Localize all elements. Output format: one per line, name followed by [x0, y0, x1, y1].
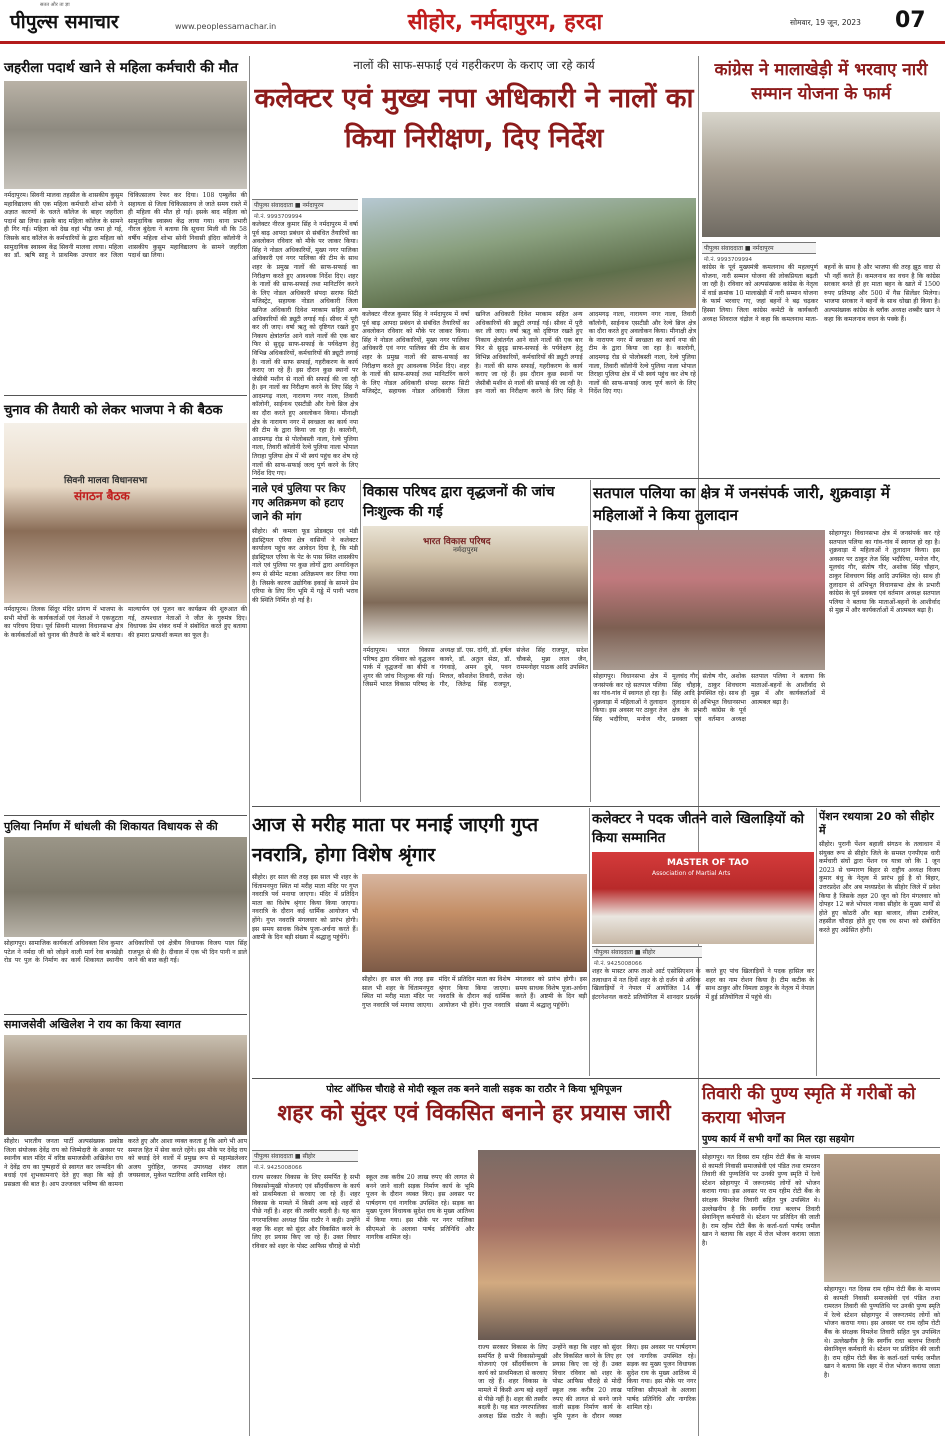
headline: सतपाल पलिया का क्षेत्र में जनसंपर्क जारी, शुक्रवाड़ा में महिलाओं ने किया तुलादान	[593, 484, 890, 524]
road-article	[252, 1082, 696, 1438]
food-photo	[824, 1154, 940, 1282]
article-body: कांग्रेस के पूर्व मुख्यमंत्री कमलनाथ की महत्वपूर्ण योजना, नारी सम्मान योजना की लोकप्रियता बढ़ती जा रही है। रविवार को अल्पसंख्यक कांग्रेस के नेतृत्व में वार्ड क्रमांक 10 मालाखेड़ी में नारी सम्मान योजना के फार्म भरवाए गए, जहां बहनों ने बढ़ चढ़कर हिस्सा लिया। जिला कांग्रेस कमेटी के कार्यकारी अध्यक्ष शिवराज चंद्रोल ने कहा कि कमलनाथ माता-बहनों के साथ है और भाजपा की तरह झूठ वादा से भी नहीं करते हैं। कमलनाथ का वचन है कि कांग्रेस सरकार बनते ही हर माता बहन के खाते में 1500 रुपए प्रतिमाह और 500 में गैस सिलेंडर मिलेगा। भाजपा सरकार ने बहनों के साथ धोखा ही किया है। अल्पसंख्यक कांग्रेस के ब्लॉक अध्यक्ष शब्बीर खान ने कहा कि कमलनाथ वचन के पक्के हैं।	[702, 264, 940, 323]
headline: कलेक्टर एवं मुख्य नपा अधिकारी ने नालों का किया निरीक्षण, दिए निर्देश	[254, 83, 694, 154]
article-body: सीहोर। हर साल की तरह इस साल भी शहर के चिंतामनपुरा स्थित मां मरीह माता मंदिर पर गुप्त नवरात्रि पर्व मनाया जाएगा। मंदिर में प्रतिदिन माता का विशेष श्रृंगार किया किया जाएगा। नवरात्रि के दौरान कई धार्मिक आयोजन भी होंगे। गुप्त नवरात्रि मंगलवार को प्रारंभ होगी। इस समय साधक विशेष पूजा-अर्चना करते हैं। अष्टमी के दिन बड़ी संख्या में श्रद्धालु पहुंचेंगे।	[252, 874, 358, 942]
pension-article	[819, 810, 940, 1075]
medals-photo	[592, 852, 814, 944]
article-body: राज्य सरकार विकास के लिए समर्पित है सभी विकासोन्मुखी योजनाएं एवं सौंदर्यीकरण के कार्य को प्राथमिकता से करवाए जा रहे हैं। शहर विकास के मामले में किसी अन्य बड़े शहरों से पीछे नहीं है। शहर की तस्वीर बदली है। यह बात नगरपालिका अध्यक्ष प्रिंस राठौर ने कही। उन्होंने कहा कि शहर को सुंदर और विकसित करने के लिए हर प्रयास किए जा रहे हैं। उक्त विचार रविवार को शहर के पोस्ट आफिस चौराहे से मोदी स्कूल तक करीब 20 लाख रुपए की लागत से बनने जाने वाली सड़क निर्माण कार्य के भूमि पूजन के दौरान व्यक्त किए। इस अवसर पर पार्षदगण एवं नागरिक उपस्थित रहे। सड़क का मुख्य पूजन विधायक सुदेश राय के मुख्य आतिथ्य में किया गया। इस मौके पर नगर पालिका सीएमओ के अलावा पार्षद प्रतिनिधि और नागरिक शामिल रहे।	[252, 1174, 474, 1250]
article-body: नर्मदापुरम। तिलक सिंदूर मंदिर प्रांगण में भाजपा के सभी मोर्चों के कार्यकर्ताओं एवं नेताओं ने एकजुटता का परिचय दिया। पूर्व सिवनी मालवा विधानसभा क्षेत्र के कार्यकर्ताओं को चुनाव की तैयारी के बारे में बताया। माल्यार्पण एवं पूजन कर कार्यक्रम की शुरुआत की गई, तत्पश्चात नेताओं ने जीत के गुरुमंत्र दिए। विधायक प्रेम शंकर वर्मा ने संबोधित करते हुए बताया की हमारा प्रत्याशी कमल का फूल है।	[4, 606, 247, 639]
welcome-photo	[4, 1035, 247, 1135]
section-title: सीहोर, नर्मदापुरम, हरदा	[407, 10, 603, 35]
headline: आज से मरीह माता पर मनाई जाएगी गुप्त नवरात्रि, होगा विशेष श्रृंगार	[252, 814, 539, 866]
congress-photo	[702, 112, 940, 237]
bridge-photo	[4, 837, 247, 937]
byline: पीपुल्स संवाददाता ■ नर्मदापुरम	[252, 199, 358, 211]
article-body: कलेक्टर नीरज कुमार सिंह ने नर्मदापुरम में वर्षा पूर्व बाढ़ आपदा प्रबंधन से संबंधित तैयारियों का अवलोकन रविवार को मौके पर जाकर किया। सिंह ने नोडल अधिकारियों, मुख्य नगर पालिका अधिकारी एवं नगर पालिका की टीम के साथ शहर के प्रमुख नालों की साफ-सफाई का निरीक्षण करते हुए आवश्यक निर्देश दिए। शहर के नालों की साफ-सफाई तथा मानिटरिंग करने के लिए नोडल अधिकारी संपदा सराफ सिटी मजिस्ट्रेट, सहायक नोडल अधिकारी जिला खनिज अधिकारी दिवेश मरकाम सहित अन्य अधिकारियों की ड्यूटी लगाई गई। सीवर में पूरी कर ली जाए। वर्षा ऋतु को दृष्टिगत रखते हुए निकाय क्षेत्रांतर्गत आने वाले नालों की एक बार फिर से सुदृढ़ साफ-सफाई के पर्यवेक्षण हेतु विभिन्न अधिकारियों, कर्मचारियों की ड्यूटी लगाई है। नालों की साफ सफाई, गहरीकरण के कार्य कराए जा रहे हैं। इस दौरान कुछ स्थानों पर जेसीबी मशीन से नालों की सफाई की जा रही है। इन नालों का निरीक्षण करने के लिए सिंह ने आदमगढ़ नाला, नारायण नगर नाला, तिवारी कॉलोनी, साईनाथ एसटीडी और रेल्वे ब्रिज क्षेत्र का दौरा करते हुए अवलोकन किया। मीनाक्षी क्षेत्र के नारायण नगर में स्वच्छता का कार्य नपा की टीम के द्वारा किया जा रहा है। कालोनी, आदमगढ़ रोड से पोलोबस्ती नाला, रेल्वे पुलिया नाला, तिवारी कॉलोनी रेल्वे पुलिया नाला भोपाल तिराहा पुलिया क्षेत्र में भी स्वयं पहुंच कर शेष रहे नालों की साफ-सफाई जल्द पूर्ण करने के लिए निर्देश दिए गए।	[252, 221, 358, 478]
col1-article-poison	[4, 60, 247, 400]
headline: जहरीला पदार्थ खाने से महिला कर्मचारी की मौत	[4, 60, 238, 76]
col1-article-bridge	[4, 820, 247, 1015]
mobile-number: मो.नं. 9993709994	[254, 214, 303, 220]
masthead	[0, 0, 945, 44]
headline: कलेक्टर ने पदक जीतने वाले खिलाड़ियों को किया सम्मानित	[592, 811, 805, 846]
headline: शहर को सुंदर एवं विकसित बनाने हर प्रयास जारी	[277, 1101, 671, 1126]
article-body-cont: सोहागपुर। गत दिवस राम रहीम रोटी बैंक के माध्यम से कामती निवासी समाजसेवी एवं पंडित तथा रामरतन तिवारी की पुण्यतिथि पर उनकी पुण्य स्मृति में रेल्वे स्टेशन सोहागपुर में जरूरतमंद लोगों को भोजन कराया गया। इस अवसर पर राम रहीम रोटी बैंक के संरक्षक विमलेश तिवारी सहित पुत्र उपस्थित थे। उल्लेखनीय है कि स्वर्गीय राधा बल्लभ तिवारी सेवानिवृत्त कर्मचारी थे। स्टेशन पर प्रतिदिन की जाती है। राम रहीम रोटी बैंक के कर्ता-धर्ता पार्षद जमील खान ने बताया कि शहर में रोज भोजन कराया जाता है।	[824, 1286, 940, 1379]
mobile-number: मो.नं. 9425008066	[254, 1165, 303, 1171]
drain-photo	[362, 198, 696, 308]
headline: कांग्रेस ने मालाखेड़ी में भरवाए नारी सम्मान योजना के फार्म	[714, 60, 928, 104]
mobile-number: मो.नं. 9993709994	[704, 257, 753, 263]
site-url: www.peoplessamachar.in	[175, 22, 277, 31]
banner-text: भारत विकास परिषद	[423, 537, 491, 547]
tiwari-article	[702, 1082, 940, 1438]
banner-text-2: नर्मदापुरम	[453, 546, 478, 554]
article-body: सोहागपुर। विधानसभा क्षेत्र में जनसंपर्क कर रहे सतपाल पलिया का गांव-गांव में स्वागत हो रहा है। शुक्रवाड़ा में महिलाओं ने तुलादान किया। इस अवसर पर ठाकुर तेज सिंह भदौरिया, मनोज गौर, मूलचंद गौर, संतोष गौर, अशोक सिंह चौहान, ठाकुर शिवचरण सिंह आदि उपस्थित रहे। साथ ही तुलादान से अभिभूत विधानसभा क्षेत्र के प्रभारी कांग्रेस के पूर्व प्रवक्ता एवं वर्तमान अध्यक्ष सतपाल पलिया ने बताया कि माताओं-बहनों के आशीर्वाद से मुझ में और कार्यकर्ताओं में आत्मबल बढ़ा है।	[829, 530, 940, 615]
article-body: सोहागपुर। सामाजिक कार्यकर्ता अधिवक्ता शिव कुमार पटेल ने नर्मदा जी को जोड़ने वाली मार्ग रेवा बनखेड़ी रोड पर पुल के निर्माण का कार्य शिकायत स्थानीय अधिकारियों एवं क्षेत्रीय विधायक विजय पाल सिंह राजपूत से की है। दीवाल में एक भी दिन पानी न डाले जाने की बात कही गई।	[4, 940, 247, 965]
banner-text: सिवनी मालवा विधानसभा	[64, 476, 148, 486]
article-body: शहर के मास्टर आफ ताओ आर्ट एसोसिएशन के तत्वाधान में नत दिनों शहर के दो दर्जन से अधिक खिलाड़ियों ने नेपाल में आयोजित 14 वीं इंटरनेशनल कराटे प्रतियोगिता में शानदार प्रदर्शन करते हुए पांच खिलाड़ियों ने पदक हासिल कर शहर का नाम रोशन किया है। टीम कटीक के साथ ठाकुर और विमला ठाकुर के नेतृत्व में नेपाल में हुई प्रतियोगिता में पहुंचे थी।	[592, 968, 814, 1001]
page-number: 07	[895, 8, 926, 33]
navratri-article	[252, 810, 587, 1075]
article-body: सोहागपुर। गत दिवस राम रहीम रोटी बैंक के माध्यम से कामती निवासी समाजसेवी एवं पंडित तथा रामरतन तिवारी की पुण्यतिथि पर उनकी पुण्य स्मृति में रेल्वे स्टेशन सोहागपुर में जरूरतमंद लोगों को भोजन कराया गया। इस अवसर पर राम रहीम रोटी बैंक के संरक्षक विमलेश तिवारी सहित पुत्र उपस्थित थे। उल्लेखनीय है कि स्वर्गीय राधा बल्लभ तिवारी सेवानिवृत्त कर्मचारी थे। स्टेशन पर प्रतिदिन की जाती है। राम रहीम रोटी बैंक के कर्ता-धर्ता पार्षद जमील खान ने बताया कि शहर में रोज भोजन कराया जाता है।	[702, 1154, 820, 1247]
article-body: सीहोर। पुरानी पेंशन बहाली संगठन के तत्वाधान में संयुक्त रूप से सीहोर जिले के समस्त एनपीएस धारी कर्मचारी संघों द्वारा पेंशन रथ यात्रा जो कि 1 जून 2023 से चम्पारण बिहार से राष्ट्रीय अध्यक्ष विजय कुमार बंधु के नेतृत्व में प्रारंभ हुई है वो बिहार, उत्तरप्रदेश और अब मध्यप्रदेश के सीहोर जिले में प्रवेश किया है जिसके तहत 20 जून को दिन मंगलवार को दोपहर 12 बजे भोपाल नाका सीहोर के मुख्य मार्गों से होते हुए कोठरी और बड़ा बाजार, लीसा टाकीज, तहसील चौराहा होते हुए एक रथ सभा को संबोधित करते हुए अग्रेसित होगी।	[819, 841, 940, 934]
central-top-article	[252, 58, 696, 476]
article-body: सीहोर। भारतीय जनता पार्टी अल्पसंख्यक प्रकोष्ठ जिला संयोजक देवेंद्र राय को जिम्मेदारी के अवसर पर स्थानीय बाल मंदिर में वरिष्ठ समाजसेवी अखिलेश राय ने देवेंद्र राय का पुष्पहारों से स्वागत कर जन्मदिन की बधाई एवं शुभकामनाएं देते हुए कहा कि बड़े ही प्रसन्नता की बात है। आप उज्जवल भविष्य की कामना करते हुए और आशा व्यक्त करता हूं कि आगे भी आप समाज हित में सेवा करते रहेंगे। इस मौके पर देवेंद्र राय को बधाई देने वालों में प्रमुख रूप से महामंडलेश्वर अजय पुरोहित, जनपद उपाध्यक्ष शंकर लाल जयसवाल, मुकेश पटारिया आदि शामिल रहे।	[4, 1138, 247, 1188]
article-body-cont: सीहोर। हर साल की तरह इस साल भी शहर के चिंतामनपुरा स्थित मां मरीह माता मंदिर पर गुप्त नवरात्रि पर्व मनाया जाएगा। मंदिर में प्रतिदिन माता का विशेष श्रृंगार किया किया जाएगा। नवरात्रि के दौरान कई धार्मिक आयोजन भी होंगे। गुप्त नवरात्रि मंगलवार को प्रारंभ होगी। इस समय साधक विशेष पूजा-अर्चना करते हैं। अष्टमी के दिन बड़ी संख्या में श्रद्धालु पहुंचेंगे।	[362, 976, 587, 1009]
subhead: पुण्य कार्य में सभी वर्गों का मिल रहा सहयोग	[702, 1132, 940, 1148]
congress-article	[702, 58, 940, 476]
byline: पीपुल्स संवाददाता ■ नर्मदापुरम	[702, 242, 816, 254]
headline: समाजसेवी अखिलेश ने राय का किया स्वागत	[4, 1018, 181, 1031]
headline: नाले एवं पुलिया पर किए गए अतिक्रमण को हटाए जाने की मांग	[252, 483, 346, 523]
col1-article-welcome	[4, 1018, 247, 1438]
bhoomipujan-photo	[478, 1150, 696, 1340]
tagline: सतत और ता ज्ञा	[40, 2, 70, 8]
kicker: नालों की साफ-सफाई एवं गहरीकरण के कराए जा रहे कार्य	[353, 58, 595, 72]
hospital-photo	[4, 81, 247, 189]
banner-text: MASTER OF TAO	[667, 858, 749, 868]
meeting-photo	[4, 423, 247, 603]
mobile-number: मो.नं. 9425008066	[594, 961, 643, 967]
tuladan-article	[593, 482, 940, 802]
byline: पीपुल्स संवाददाता ■ सीहोर	[592, 946, 702, 958]
encroachment-article	[252, 482, 358, 802]
banner-text-2: Association of Martial Arts	[652, 870, 731, 877]
kicker: पोस्ट ऑफिस चौराहे से मोदी स्कूल तक बनने वाली सड़क का राठौर ने किया भूमिपूजन	[326, 1084, 622, 1095]
article-body-cont: राज्य सरकार विकास के लिए समर्पित है सभी विकासोन्मुखी योजनाएं एवं सौंदर्यीकरण के कार्य को प्राथमिकता से करवाए जा रहे हैं। शहर विकास के मामले में किसी अन्य बड़े शहरों से पीछे नहीं है। शहर की तस्वीर बदली है। यह बात नगरपालिका अध्यक्ष प्रिंस राठौर ने कही। उन्होंने कहा कि शहर को सुंदर और विकसित करने के लिए हर प्रयास किए जा रहे हैं। उक्त विचार रविवार को शहर के पोस्ट आफिस चौराहे से मोदी स्कूल तक करीब 20 लाख रुपए की लागत से बनने जाने वाली सड़क निर्माण कार्य के भूमि पूजन के दौरान व्यक्त किए। इस अवसर पर पार्षदगण एवं नागरिक उपस्थित रहे। सड़क का मुख्य पूजन विधायक सुदेश राय के मुख्य आतिथ्य में किया गया। इस मौके पर नगर पालिका सीएमओ के अलावा पार्षद प्रतिनिधि और नागरिक शामिल रहे।	[478, 1344, 696, 1420]
article-body: नर्मदापुरम। भारत विकास परिषद द्वारा रविवार को वृद्धजन पार्क में वृद्धजनों का बीपी व शुगर की जांच निःशुल्क की गई। जिसमें भारत विकास परिषद के अध्यक्ष डॉ. एस. दांगी, डॉ. हर्षल कावरे, डॉ. अतुल सेठा, डॉ. गंगवाड़े, अमन दुबे, पवन मित्तल, कौशलेश तिवारी, राजेश गौर, जितेन्द्र सिंह राजपूत, संजेश सिंह राजपूत, सदेश चौकसे, मुन्ना लाल जैन, राममनोहर पाठक आदि उपस्थित रहे।	[363, 647, 588, 689]
temple-photo	[362, 874, 587, 972]
headline: पेंशन रथयात्रा 20 को सीहोर में	[819, 810, 934, 837]
headline: तिवारी की पुण्य स्मृति में गरीबों को कराया भोजन	[702, 1084, 916, 1128]
col1-article-bjp	[4, 402, 247, 817]
article-body: सीहोर। श्री कमला फूड प्रोडक्ट्स एवं मंडी इंडस्ट्रियल एरिया क्षेत्र वासियों ने कलेक्टर कार्यालय पहुंच कर आवेदन दिया है, कि मंडी इंडस्ट्रियल एरिया के पेट के पास स्थित शासकीय नाले एवं पुलिया पर कुछ लोगों द्वारा अनाधिकृत रूप से सीमेंट मटका अतिक्रमण कर लिया गया है। जिसके कारण उद्योगिक इकाई के सामने प्रेम एरिया के लिए रिंग भूमि में गड्ढे में पानी भराव की स्थिति निर्मित हो गई है।	[252, 528, 358, 604]
headline: पुलिया निर्माण में धांधली की शिकायत विधायक से की	[4, 820, 218, 833]
article-body-cont: सोहागपुर। विधानसभा क्षेत्र में जनसंपर्क कर रहे सतपाल पलिया का गांव-गांव में स्वागत हो रहा है। शुक्रवाड़ा में महिलाओं ने तुलादान किया। इस अवसर पर ठाकुर तेज सिंह भदौरिया, मनोज गौर, मूलचंद गौर, संतोष गौर, अशोक सिंह चौहान, ठाकुर शिवचरण सिंह आदि उपस्थित रहे। साथ ही तुलादान से अभिभूत विधानसभा क्षेत्र के प्रभारी कांग्रेस के पूर्व प्रवक्ता एवं वर्तमान अध्यक्ष सतपाल पलिया ने बताया कि माताओं-बहनों के आशीर्वाद से मुझ में और कार्यकर्ताओं में आत्मबल बढ़ा है।	[593, 673, 825, 723]
article-body: नर्मदापुरम। सिवनी मालवा तहसील के शासकीय कुसुम महाविद्यालय की एक महिला कर्मचारी शोभा सोनी ने अज्ञात कारणों के चलते कॉलेज के बाहर जहरीला पदार्थ खा लिया। इसके बाद महिला कॉलेज के सामने ही गिर गई। महिला को देख वहां भीड़ जमा हो गई, जिसके बाद कॉलेज के कर्मचारियों के द्वारा महिला को सामुदायिक स्वास्थ्य केंद्र सिवनी मालवा लाया। महिला का डॉ. ऋषि साहू ने प्राथमिक उपचार कर जिला चिकित्सालय रेफर कर दिया। 108 एम्बुलेंस की सहायता से जिला चिकित्सालय ले जाते समय रास्ते में ही महिला की मौत हो गई। इसके बाद महिला को सामुदायिक स्वास्थ्य केंद्र लाया गया। थाना प्रभारी नीरज बुंदेला ने बताया कि सूचना मिली थी कि 58 वर्षीय महिला शोभा सोनी निवासी इंदिरा कॉलोनी ने शासकीय कुसुम महाविद्यालय के सामने जहरीला पदार्थ खा लिया।	[4, 192, 247, 260]
brand-name: पीपुल्स समाचार	[10, 11, 119, 33]
headline: विकास परिषद द्वारा वृद्धजनों की जांच निःशुल्क की गई	[363, 484, 555, 520]
article-body-cont: कलेक्टर नीरज कुमार सिंह ने नर्मदापुरम में वर्षा पूर्व बाढ़ आपदा प्रबंधन से संबंधित तैयारियों का अवलोकन रविवार को मौके पर जाकर किया। सिंह ने नोडल अधिकारियों, मुख्य नगर पालिका अधिकारी एवं नगर पालिका की टीम के साथ शहर के प्रमुख नालों की साफ-सफाई का निरीक्षण करते हुए आवश्यक निर्देश दिए। शहर के नालों की साफ-सफाई तथा मानिटरिंग करने के लिए नोडल अधिकारी संपदा सराफ सिटी मजिस्ट्रेट, सहायक नोडल अधिकारी जिला खनिज अधिकारी दिवेश मरकाम सहित अन्य अधिकारियों की ड्यूटी लगाई गई। सीवर में पूरी कर ली जाए। वर्षा ऋतु को दृष्टिगत रखते हुए निकाय क्षेत्रांतर्गत आने वाले नालों की एक बार फिर से सुदृढ़ साफ-सफाई के पर्यवेक्षण हेतु विभिन्न अधिकारियों, कर्मचारियों की ड्यूटी लगाई है। नालों की साफ सफाई, गहरीकरण के कार्य कराए जा रहे हैं। इस दौरान कुछ स्थानों पर जेसीबी मशीन से नालों की सफाई की जा रही है। इन नालों का निरीक्षण करने के लिए सिंह ने आदमगढ़ नाला, नारायण नगर नाला, तिवारी कॉलोनी, साईनाथ एसटीडी और रेल्वे ब्रिज क्षेत्र का दौरा करते हुए अवलोकन किया। मीनाक्षी क्षेत्र के नारायण नगर में स्वच्छता का कार्य नपा की टीम के द्वारा किया जा रहा है। कालोनी, आदमगढ़ रोड से पोलोबस्ती नाला, रेल्वे पुलिया नाला, तिवारी कॉलोनी रेल्वे पुलिया नाला भोपाल तिराहा पुलिया क्षेत्र में भी स्वयं पहुंच कर शेष रहे नालों की साफ-सफाई जल्द पूर्ण करने के लिए निर्देश दिए गए।	[362, 311, 696, 396]
tuladan-photo	[593, 530, 825, 670]
health-camp-photo	[363, 526, 588, 644]
medals-article	[592, 810, 814, 1075]
issue-date: सोमवार, 19 जून, 2023	[790, 18, 861, 27]
banner-text-2: संगठन बैठक	[74, 489, 130, 503]
byline: पीपुल्स संवाददाता ■ सीहोर	[252, 1150, 358, 1162]
headline: चुनाव की तैयारी को लेकर भाजपा ने की बैठक	[4, 403, 223, 418]
health-camp-article	[363, 482, 588, 802]
